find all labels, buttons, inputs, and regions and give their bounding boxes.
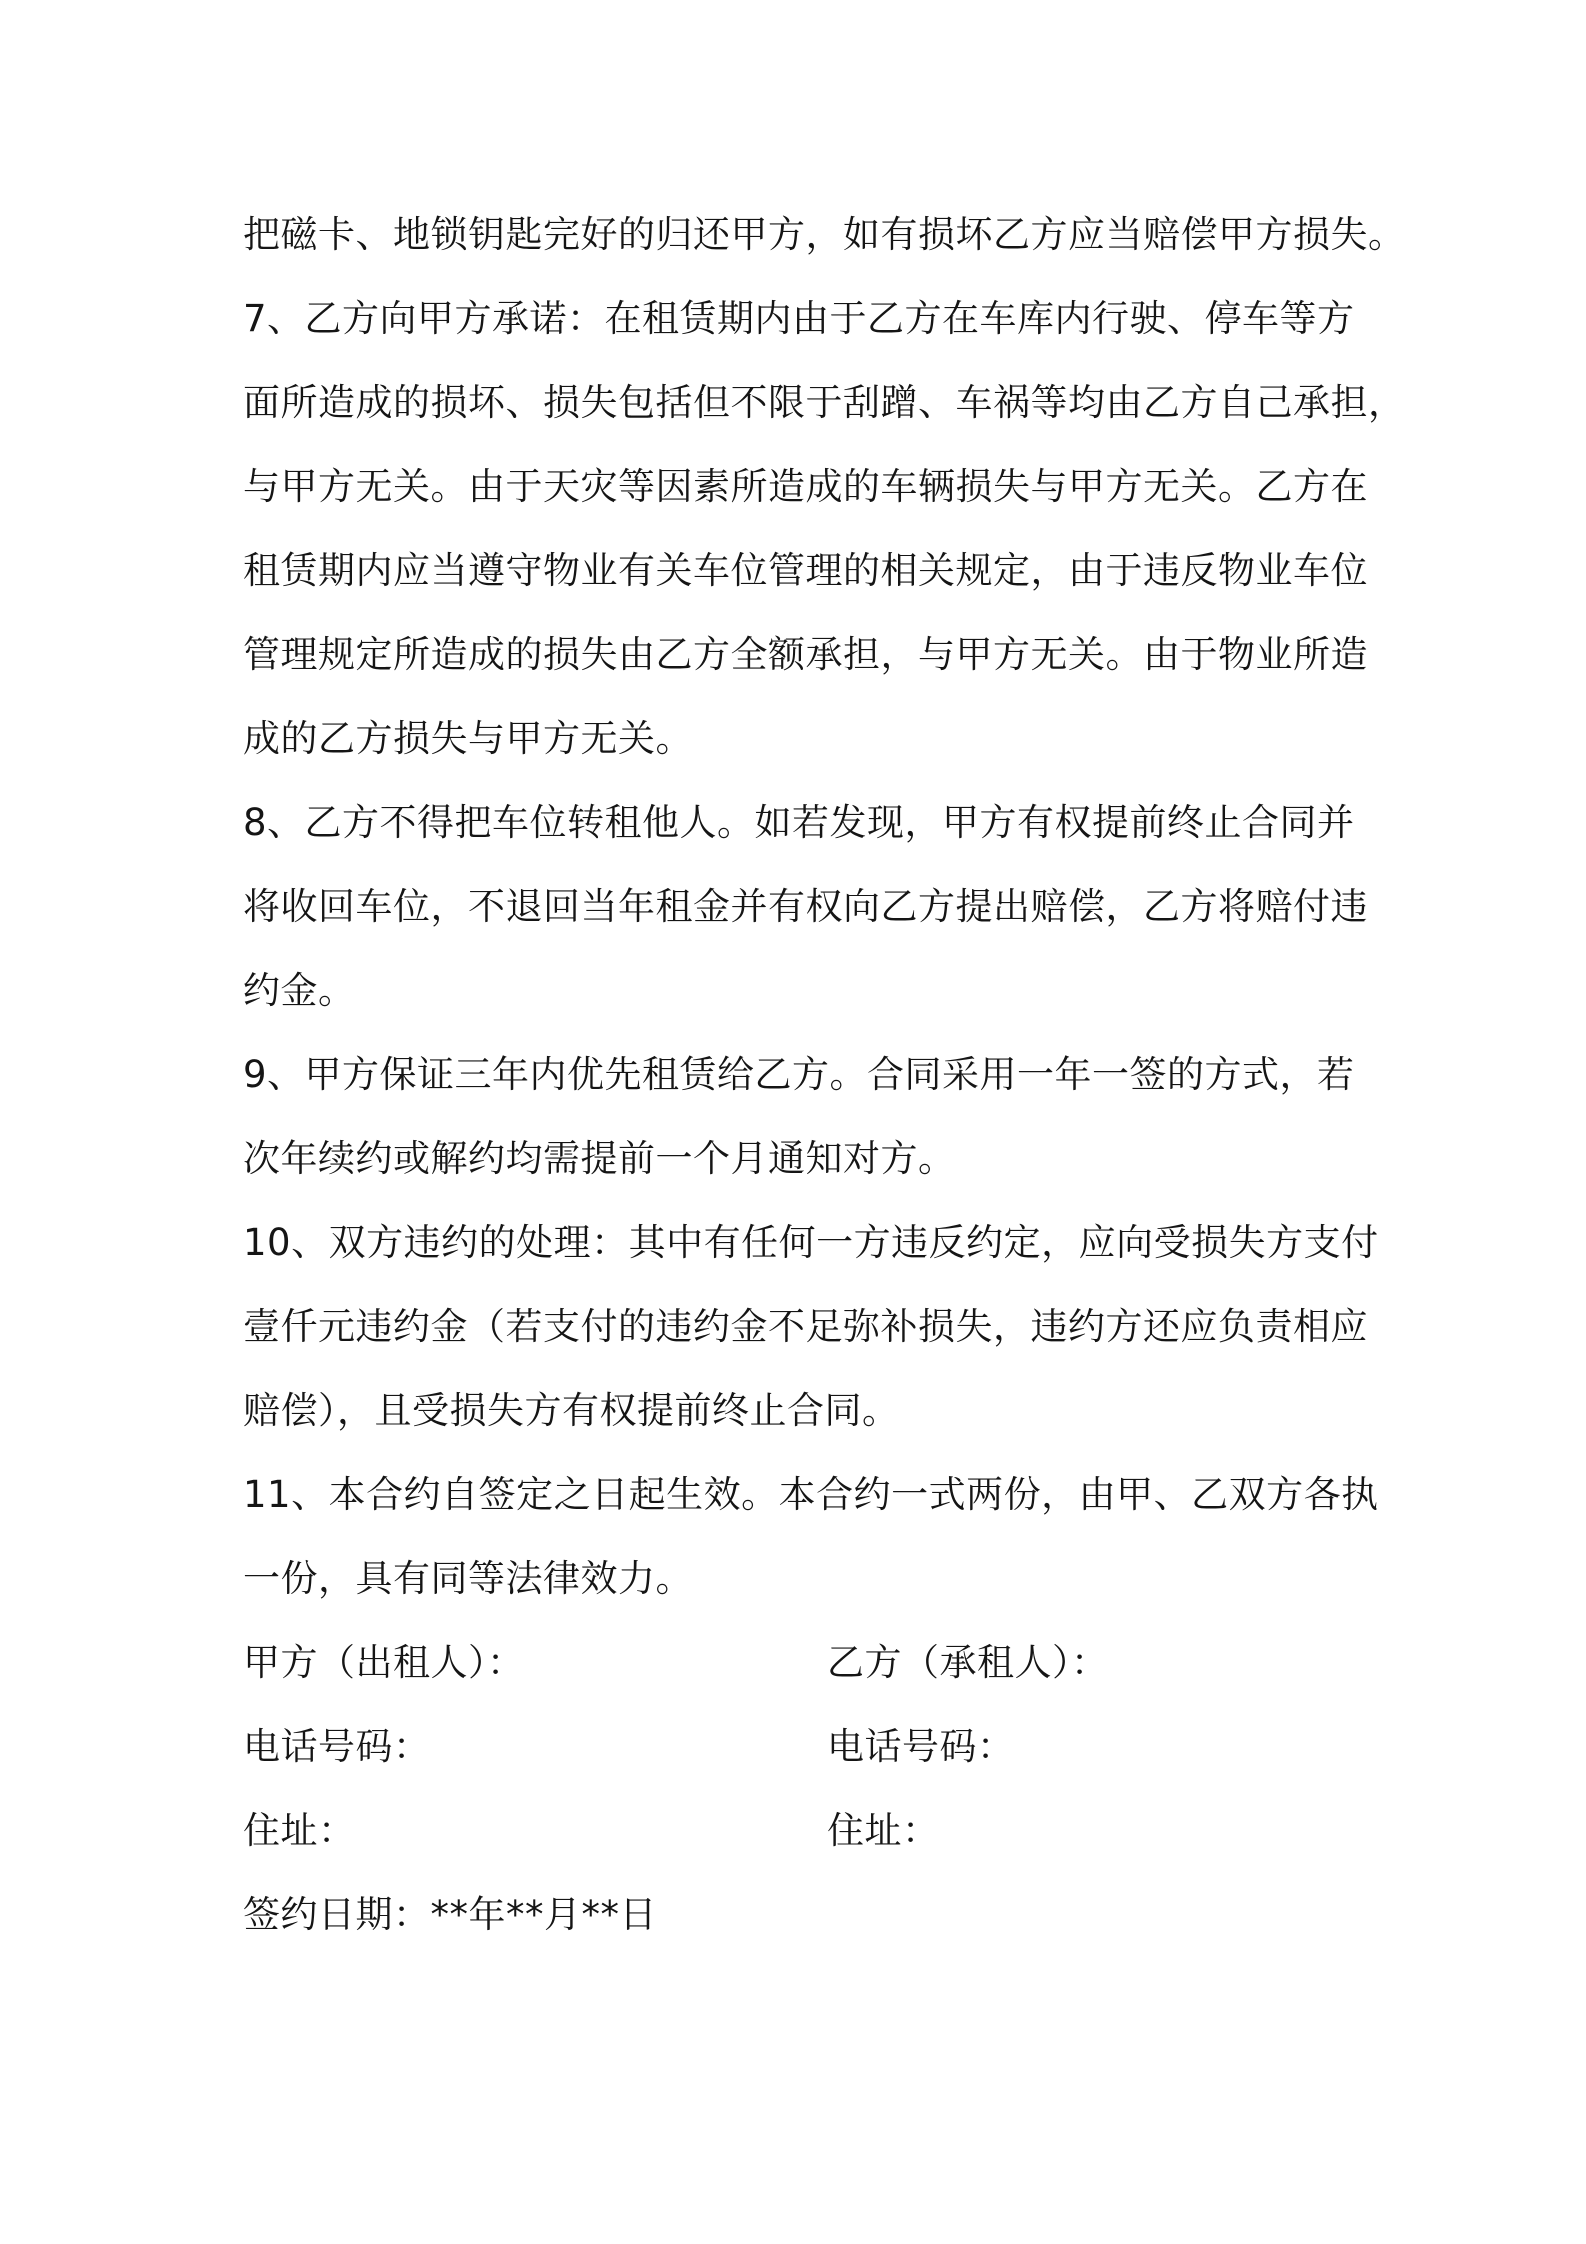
sign-date-label: 签约日期：**年**月**日 bbox=[243, 1893, 657, 1936]
text-line: 11、本合约自签定之日起生效。本合约一式两份，由甲、乙双方各执 bbox=[243, 1473, 1379, 1516]
text-line: 7、乙方向甲方承诺：在租赁期内由于乙方在车库内行驶、停车等方 bbox=[243, 297, 1355, 340]
party-b-address-label: 住址： bbox=[827, 1809, 940, 1852]
text-line: 租赁期内应当遵守物业有关车位管理的相关规定，由于违反物业车位 bbox=[243, 549, 1368, 592]
text-line: 8、乙方不得把车位转租他人。如若发现，甲方有权提前终止合同并 bbox=[243, 801, 1355, 844]
text-line: 10、双方违约的处理：其中有任何一方违反约定，应向受损失方支付 bbox=[243, 1221, 1379, 1264]
text-line: 与甲方无关。由于天灾等因素所造成的车辆损失与甲方无关。乙方在 bbox=[243, 465, 1368, 508]
text-line: 将收回车位，不退回当年租金并有权向乙方提出赔偿，乙方将赔付违 bbox=[243, 885, 1368, 928]
text-line: 壹仟元违约金（若支付的违约金不足弥补损失，违约方还应负责相应 bbox=[243, 1305, 1368, 1348]
clause-10 bbox=[243, 1201, 1379, 1453]
party-a-label: 甲方（出租人）： bbox=[243, 1641, 525, 1684]
clause-8 bbox=[243, 781, 1368, 1033]
sign-date bbox=[243, 1873, 1363, 1957]
party-b-phone-label: 电话号码： bbox=[827, 1725, 1015, 1768]
clause-11 bbox=[243, 1453, 1379, 1621]
text-line: 管理规定所造成的损失由乙方全额承担，与甲方无关。由于物业所造 bbox=[243, 633, 1368, 676]
paragraph-6-continuation bbox=[243, 193, 1406, 277]
text-line: 一份，具有同等法律效力。 bbox=[243, 1557, 693, 1600]
clause-7 bbox=[243, 277, 1406, 781]
party-a-address-label: 住址： bbox=[243, 1809, 356, 1852]
clause-9 bbox=[243, 1033, 1363, 1201]
text-line: 赔偿），且受损失方有权提前终止合同。 bbox=[243, 1389, 900, 1432]
signature-block bbox=[243, 1621, 1363, 1873]
text-line: 次年续约或解约均需提前一个月通知对方。 bbox=[243, 1137, 956, 1180]
text-line: 约金。 bbox=[243, 969, 356, 1012]
text-line: 9、甲方保证三年内优先租赁给乙方。合同采用一年一签的方式，若 bbox=[243, 1053, 1355, 1096]
party-b-label: 乙方（承租人）： bbox=[827, 1641, 1109, 1684]
contract-text bbox=[243, 193, 1406, 1957]
text-line: 把磁卡、地锁钥匙完好的归还甲方，如有损坏乙方应当赔偿甲方损失。 bbox=[243, 213, 1406, 256]
text-line: 面所造成的损坏、损失包括但不限于刮蹭、车祸等均由乙方自己承担， bbox=[243, 381, 1406, 424]
text-line: 成的乙方损失与甲方无关。 bbox=[243, 717, 693, 760]
party-a-phone-label: 电话号码： bbox=[243, 1725, 431, 1768]
